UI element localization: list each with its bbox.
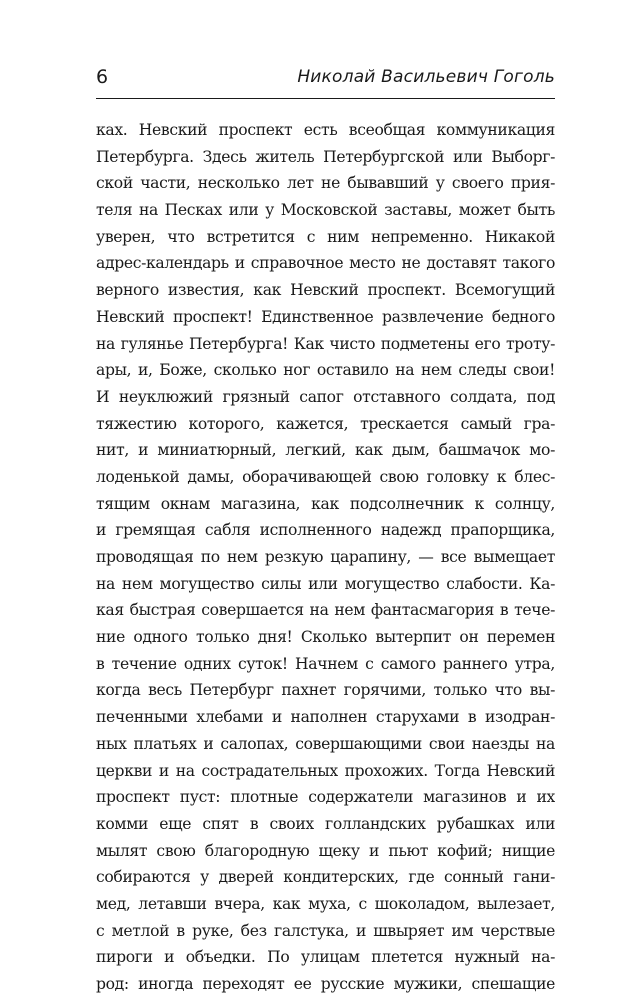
text-line: в течение одних суток! Начнем с самого раннего утра,: [96, 654, 555, 673]
text-line: лоденькой дамы, оборачивающей свою головку к блес-: [96, 467, 555, 486]
text-line: комми еще спят в своих голландских рубашках или: [96, 814, 555, 833]
running-head: Николай Васильевич Гоголь: [297, 67, 555, 87]
text-line: пироги и объедки. По улицам плетется нужный на-: [96, 948, 555, 967]
text-line: ных платьях и салопах, совершающими свои наезды на: [96, 734, 555, 753]
header-rule: [96, 98, 555, 99]
text-line: собираются у дверей кондитерских, где сонный гани-: [96, 868, 555, 887]
text-line: Невский проспект! Единственное развлечение бедного: [96, 307, 555, 326]
text-line: проспект пуст: плотные содержатели магазинов и их: [96, 788, 555, 807]
text-line: тящим окнам магазина, как подсолнечник к солнцу,: [96, 494, 555, 513]
text-line: и гремящая сабля исполненного надежд прапорщика,: [96, 521, 555, 540]
text-line: мед, летавши вчера, как муха, с шоколадом, вылезает,: [96, 894, 555, 913]
text-line: адрес-календарь и справочное место не доставят такого: [96, 254, 555, 273]
text-line: ках. Невский проспект есть всеобщая коммуникация: [96, 121, 555, 139]
text-line: на нем могущество силы или могущество слабости. Ка-: [96, 574, 555, 593]
text-line: с метлой в руке, без галстука, и швыряет им черствые: [96, 921, 555, 940]
text-line: уверен, что встретится с ним непременно. Никакой: [96, 227, 555, 246]
text-line: нит, и миниатюрный, легкий, как дым, башмачок мо-: [96, 441, 555, 460]
text-line: ние одного только дня! Сколько вытерпит он перемен: [96, 628, 555, 647]
page-number: 6: [96, 66, 109, 88]
text-line: печенными хлебами и наполнен старухами в изодран-: [96, 708, 555, 727]
text-line: проводящая по нем резкую царапину, — все вымещает: [96, 548, 555, 566]
text-line: кая быстрая совершается на нем фантасмагория в тече-: [96, 601, 555, 620]
text-line: мылят свою благородную щеку и пьют кофий; нищие: [96, 841, 555, 860]
text-line: ской части, несколько лет не бывавший у своего прия-: [96, 174, 555, 193]
text-line: теля на Песках или у Московской заставы, может быть: [96, 201, 555, 220]
text-line: на гулянье Петербурга! Как чисто подметены его троту-: [96, 334, 555, 353]
text-line: церкви и на сострадательных прохожих. Тогда Невский: [96, 761, 555, 780]
text-line: ары, и, Боже, сколько ног оставило на нем следы свои!: [96, 361, 555, 380]
text-line: Петербурга. Здесь житель Петербургской или Выборг-: [96, 147, 555, 166]
text-line: И неуклюжий грязный сапог отставного солдата, под: [96, 387, 555, 406]
body-text: [96, 117, 555, 998]
text-line: род: иногда переходят ее русские мужики, спешащие: [96, 975, 555, 993]
text-line: верного известия, как Невский проспект. Всемогущий: [96, 281, 555, 300]
text-line: тяжестию которого, кажется, трескается самый гра-: [96, 414, 555, 433]
text-line: когда весь Петербург пахнет горячими, только что вы-: [96, 681, 555, 700]
